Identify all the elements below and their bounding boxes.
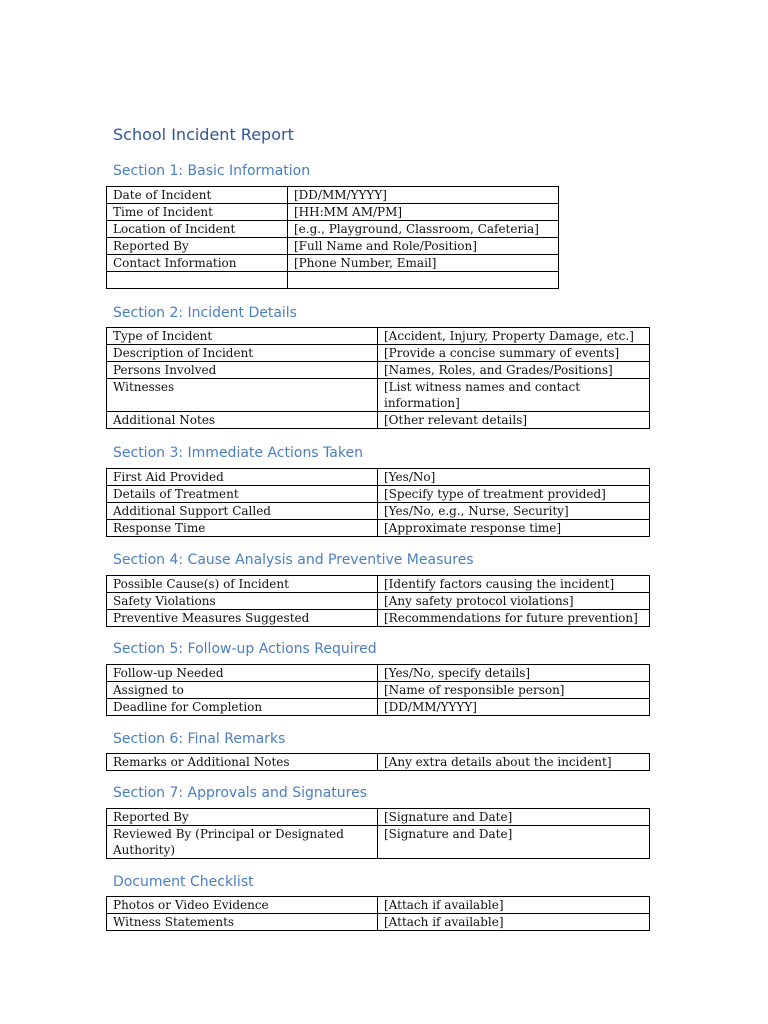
- field-value[interactable]: [Attach if available]: [378, 897, 650, 914]
- field-value[interactable]: [Specify type of treatment provided]: [378, 486, 650, 503]
- field-label: Details of Treatment: [107, 486, 378, 503]
- field-value[interactable]: [Accident, Injury, Property Damage, etc.]: [378, 328, 650, 345]
- field-label: Witnesses: [107, 379, 378, 412]
- table-row: [107, 682, 650, 699]
- table-row: [107, 503, 650, 520]
- section-7-heading: Section 7: Approvals and Signatures: [113, 785, 368, 801]
- field-label: Assigned to: [107, 682, 378, 699]
- section-2-heading: Section 2: Incident Details: [113, 305, 297, 321]
- field-value[interactable]: [Any safety protocol violations]: [378, 593, 650, 610]
- field-value[interactable]: [Phone Number, Email]: [288, 255, 559, 272]
- section-6-table: [106, 753, 650, 771]
- field-label: [107, 272, 288, 289]
- field-label: Reviewed By (Principal or Designated Authority): [107, 826, 378, 859]
- field-value[interactable]: [DD/MM/YYYY]: [378, 699, 650, 716]
- table-row: [107, 520, 650, 537]
- field-label: Preventive Measures Suggested: [107, 610, 378, 627]
- section-1-table: [106, 186, 559, 289]
- field-label: Photos or Video Evidence: [107, 897, 378, 914]
- table-row: [107, 379, 650, 412]
- field-label: Possible Cause(s) of Incident: [107, 576, 378, 593]
- table-row: [107, 754, 650, 771]
- checklist-heading: Document Checklist: [113, 874, 254, 890]
- section-1-heading: Section 1: Basic Information: [113, 163, 311, 179]
- field-value[interactable]: [List witness names and contact information]: [378, 379, 650, 412]
- table-row: [107, 826, 650, 859]
- table-row: [107, 412, 650, 429]
- field-label: Contact Information: [107, 255, 288, 272]
- section-4-table: [106, 575, 650, 627]
- field-value[interactable]: [Yes/No, specify details]: [378, 665, 650, 682]
- field-value[interactable]: [Provide a concise summary of events]: [378, 345, 650, 362]
- table-row: [107, 897, 650, 914]
- field-label: Reported By: [107, 809, 378, 826]
- field-label: Deadline for Completion: [107, 699, 378, 716]
- field-value[interactable]: [Signature and Date]: [378, 809, 650, 826]
- field-value[interactable]: [288, 272, 559, 289]
- field-label: Response Time: [107, 520, 378, 537]
- field-label: Witness Statements: [107, 914, 378, 931]
- field-value[interactable]: [Identify factors causing the incident]: [378, 576, 650, 593]
- document-title: School Incident Report: [113, 125, 294, 144]
- field-label: Type of Incident: [107, 328, 378, 345]
- table-row: [107, 345, 650, 362]
- field-value[interactable]: [Signature and Date]: [378, 826, 650, 859]
- table-row: [107, 238, 559, 255]
- field-value[interactable]: [Recommendations for future prevention]: [378, 610, 650, 627]
- field-label: First Aid Provided: [107, 469, 378, 486]
- table-row: [107, 328, 650, 345]
- section-5-heading: Section 5: Follow-up Actions Required: [113, 641, 377, 657]
- section-2-table: [106, 327, 650, 429]
- table-row: [107, 486, 650, 503]
- field-value[interactable]: [Attach if available]: [378, 914, 650, 931]
- table-row: [107, 272, 559, 289]
- field-label: Time of Incident: [107, 204, 288, 221]
- section-3-table: [106, 468, 650, 537]
- table-row: [107, 204, 559, 221]
- field-label: Follow-up Needed: [107, 665, 378, 682]
- field-value[interactable]: [Names, Roles, and Grades/Positions]: [378, 362, 650, 379]
- section-7-table: [106, 808, 650, 859]
- table-row: [107, 187, 559, 204]
- field-label: Additional Support Called: [107, 503, 378, 520]
- table-row: [107, 362, 650, 379]
- field-label: Additional Notes: [107, 412, 378, 429]
- table-row: [107, 699, 650, 716]
- field-value[interactable]: [Yes/No]: [378, 469, 650, 486]
- table-row: [107, 593, 650, 610]
- table-row: [107, 610, 650, 627]
- field-value[interactable]: [Yes/No, e.g., Nurse, Security]: [378, 503, 650, 520]
- field-label: Date of Incident: [107, 187, 288, 204]
- table-row: [107, 809, 650, 826]
- field-value[interactable]: [e.g., Playground, Classroom, Cafeteria]: [288, 221, 559, 238]
- table-row: [107, 914, 650, 931]
- table-row: [107, 255, 559, 272]
- field-label: Safety Violations: [107, 593, 378, 610]
- section-5-table: [106, 664, 650, 716]
- field-value[interactable]: [HH:MM AM/PM]: [288, 204, 559, 221]
- section-3-heading: Section 3: Immediate Actions Taken: [113, 445, 363, 461]
- section-4-heading: Section 4: Cause Analysis and Preventive Measures: [113, 552, 474, 568]
- field-label: Persons Involved: [107, 362, 378, 379]
- checklist-table: [106, 896, 650, 931]
- field-value[interactable]: [Any extra details about the incident]: [378, 754, 650, 771]
- field-value[interactable]: [DD/MM/YYYY]: [288, 187, 559, 204]
- field-label: Remarks or Additional Notes: [107, 754, 378, 771]
- field-value[interactable]: [Full Name and Role/Position]: [288, 238, 559, 255]
- table-row: [107, 665, 650, 682]
- field-value[interactable]: [Approximate response time]: [378, 520, 650, 537]
- field-label: Location of Incident: [107, 221, 288, 238]
- field-value[interactable]: [Name of responsible person]: [378, 682, 650, 699]
- table-row: [107, 469, 650, 486]
- field-label: Description of Incident: [107, 345, 378, 362]
- field-label: Reported By: [107, 238, 288, 255]
- table-row: [107, 221, 559, 238]
- section-6-heading: Section 6: Final Remarks: [113, 731, 286, 747]
- table-row: [107, 576, 650, 593]
- field-value[interactable]: [Other relevant details]: [378, 412, 650, 429]
